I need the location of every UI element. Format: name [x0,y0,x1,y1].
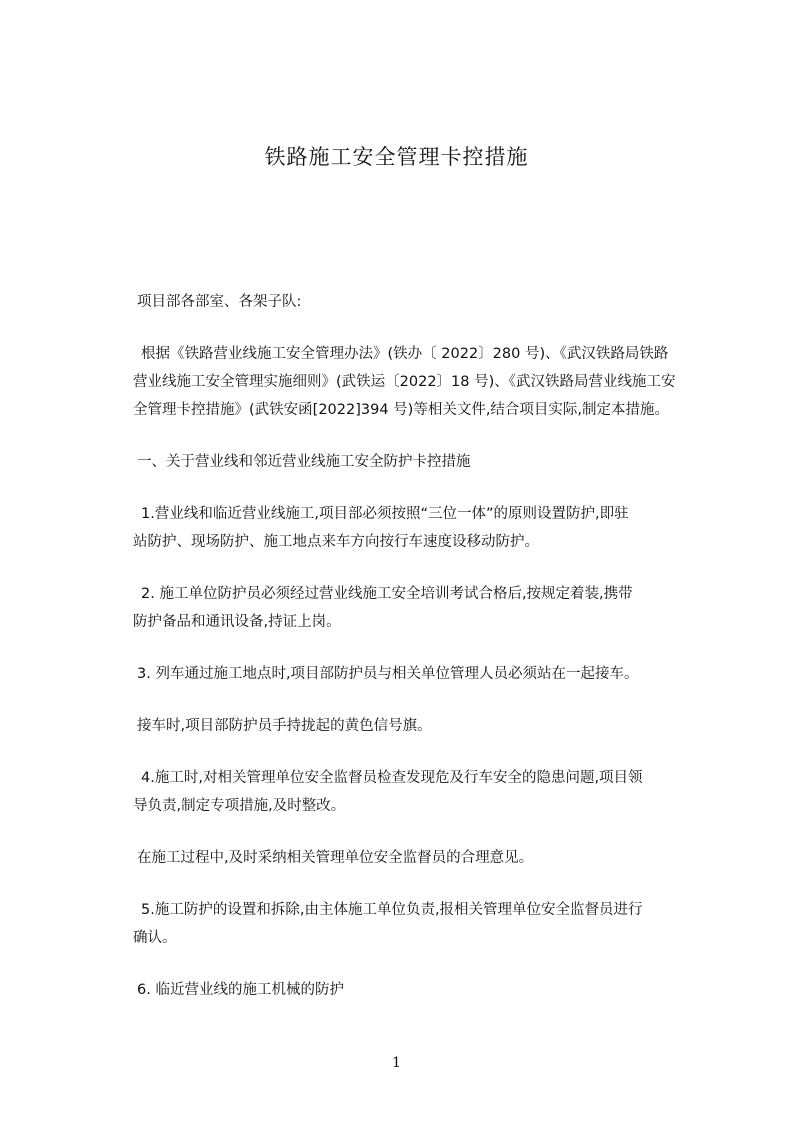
intro-line: 营业线施工安全管理实施细则》(武铁运〔2022〕18 号)、《武汉铁路局营业线施工安 [133,374,676,390]
item-line: 5.施工防护的设置和拆除,由主体施工单位负责,报相关管理单位安全监督员进行 [141,902,643,918]
item-3: 3. 列车通过施工地点时,项目部防护员与相关单位管理人员必须站在一起接车。 [137,666,639,682]
item-line: 4.施工时,对相关管理单位安全监督员检查发现危及行车安全的隐患问题,项目领 [141,770,643,786]
item-6: 6. 临近营业线的施工机械的防护 [137,982,344,998]
intro-line: 全管理卡控措施》(武铁安函[2022]394 号)等相关文件,结合项目实际,制定本措施。 [133,402,670,418]
item-3-note: 接车时,项目部防护员手持拢起的黄色信号旗。 [137,718,432,734]
intro-line: 根据《铁路营业线施工安全管理办法》(铁办〔 2022〕280 号)、《武汉铁路局铁路 [141,346,669,362]
section-heading: 一、关于营业线和邻近营业线施工安全防护卡控措施 [137,454,471,470]
item-line: 确认。 [133,930,177,946]
item-line: 导负责,制定专项措施,及时整改。 [133,798,346,814]
item-line: 1.营业线和临近营业线施工,项目部必须按照“三位一体”的原则设置防护,即驻 [141,506,629,522]
item-line: 2. 施工单位防护员必须经过营业线施工安全培训考试合格后,按规定着装,携带 [141,586,633,602]
page-number: 1 [392,1055,401,1071]
item-line: 站防护、现场防护、施工地点来车方向按行车速度设移动防护。 [133,534,539,550]
item-line: 防护备品和通讯设备,持证上岗。 [133,614,341,630]
document-title: 铁路施工安全管理卡控措施 [264,145,529,169]
salutation: 项目部各部室、各架子队: [137,294,302,310]
item-4-note: 在施工过程中,及时采纳相关管理单位安全监督员的合理意见。 [137,850,534,866]
